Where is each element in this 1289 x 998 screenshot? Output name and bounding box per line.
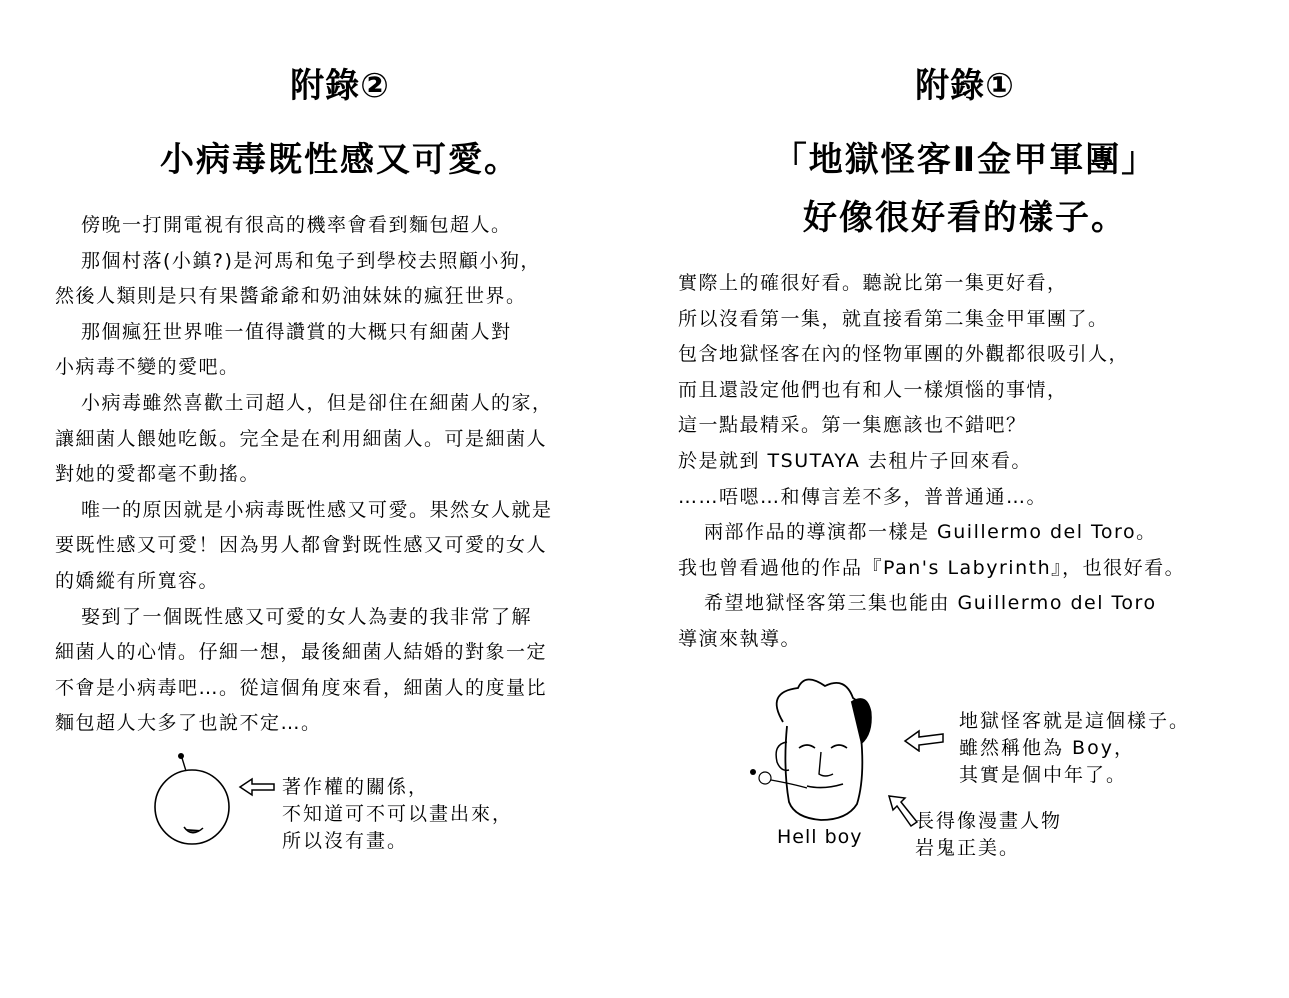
- virus-sketch-icon: [148, 752, 248, 852]
- hellboy-caption: Hell boy: [777, 826, 863, 848]
- body-line: 包含地獄怪客在內的怪物軍團的外觀都很吸引人，: [678, 343, 1130, 366]
- note-line: 雖然稱他為 Boy，: [959, 737, 1135, 759]
- body-line: 那個瘋狂世界唯一值得讚賞的大概只有細菌人對: [81, 320, 512, 343]
- body-line: 所以沒看第一集，就直接看第二集金甲軍團了。: [678, 307, 1109, 330]
- appendix-2-title: 小病毒既性感又可愛。: [160, 140, 520, 180]
- body-line: 那個村落(小鎮?)是河馬和兔子到學校去照顧小狗，: [81, 249, 541, 272]
- body-line: 娶到了一個既性感又可愛的女人為妻的我非常了解: [81, 605, 533, 628]
- body-line: 傍晚一打開電視有很高的機率會看到麵包超人。: [81, 214, 512, 236]
- body-line: 小病毒不變的愛吧。: [55, 356, 240, 379]
- hellboy-note-top: [959, 708, 1190, 789]
- left-page: [0, 0, 640, 998]
- right-page: [645, 0, 1289, 998]
- appendix-1-title-line2: 好像很好看的樣子。: [803, 198, 1127, 238]
- hellboy-note-bottom: [915, 808, 1062, 862]
- note-line: 岩鬼正美。: [915, 837, 1021, 859]
- illustration-note: [282, 774, 513, 855]
- body-line: 對她的愛都毫不動搖。: [55, 463, 261, 486]
- body-line: 兩部作品的導演都一樣是 Guillermo del Toro。: [704, 521, 1157, 544]
- note-line: 著作權的關係，: [282, 776, 430, 798]
- note-line: 地獄怪客就是這個樣子。: [959, 710, 1191, 732]
- body-line: 這一點最精采。第一集應該也不錯吧？: [678, 414, 1027, 437]
- appendix-1-body: [678, 266, 1278, 658]
- appendix-1-title-line1: 「地獄怪客Ⅱ金甲軍團」: [772, 140, 1158, 180]
- appendix-2-body: [55, 208, 630, 742]
- body-line: 唯一的原因就是小病毒既性感又可愛。果然女人就是: [81, 498, 553, 521]
- body-line: 然後人類則是只有果醬爺爺和奶油妹妹的瘋狂世界。: [55, 285, 527, 308]
- body-line: 希望地獄怪客第三集也能由 Guillermo del Toro: [704, 592, 1157, 615]
- body-line: 實際上的確很好看。聽說比第一集更好看，: [678, 272, 1068, 294]
- appendix-2-label: 附錄②: [290, 66, 390, 106]
- note-line: 不知道可不可以畫出來，: [282, 803, 514, 825]
- body-line: 於是就到 TSUTAYA 去租片子回來看。: [678, 449, 1032, 472]
- appendix-1-label: 附錄①: [915, 66, 1015, 106]
- body-line: ……唔嗯…和傳言差不多，普普通通…。: [678, 485, 1048, 508]
- body-line: 而且還設定他們也有和人一樣煩惱的事情，: [678, 378, 1068, 401]
- note-line: 長得像漫畫人物: [915, 810, 1063, 832]
- note-line: 所以沒有畫。: [282, 830, 409, 852]
- arrow-left-icon: [238, 776, 278, 798]
- note-line: 其實是個中年了。: [959, 764, 1128, 786]
- body-line: 不會是小病毒吧…。從這個角度來看，細菌人的度量比: [55, 676, 548, 699]
- arrow-left-icon: [903, 728, 947, 752]
- body-line: 讓細菌人餵她吃飯。完全是在利用細菌人。可是細菌人: [55, 427, 548, 450]
- body-line: 我也曾看過他的作品『Pan's Labyrinth』，也很好看。: [678, 556, 1186, 579]
- body-line: 麵包超人大多了也說不定…。: [55, 712, 322, 735]
- body-line: 小病毒雖然喜歡土司超人，但是卻住在細菌人的家，: [81, 391, 553, 414]
- body-line: 的嬌縱有所寬容。: [55, 569, 220, 592]
- body-line: 細菌人的心情。仔細一想，最後細菌人結婚的對象一定: [55, 641, 548, 664]
- body-line: 導演來執導。: [678, 627, 802, 650]
- hellboy-sketch-icon: [743, 672, 883, 828]
- body-line: 要既性感又可愛！因為男人都會對既性感又可愛的女人: [55, 534, 548, 557]
